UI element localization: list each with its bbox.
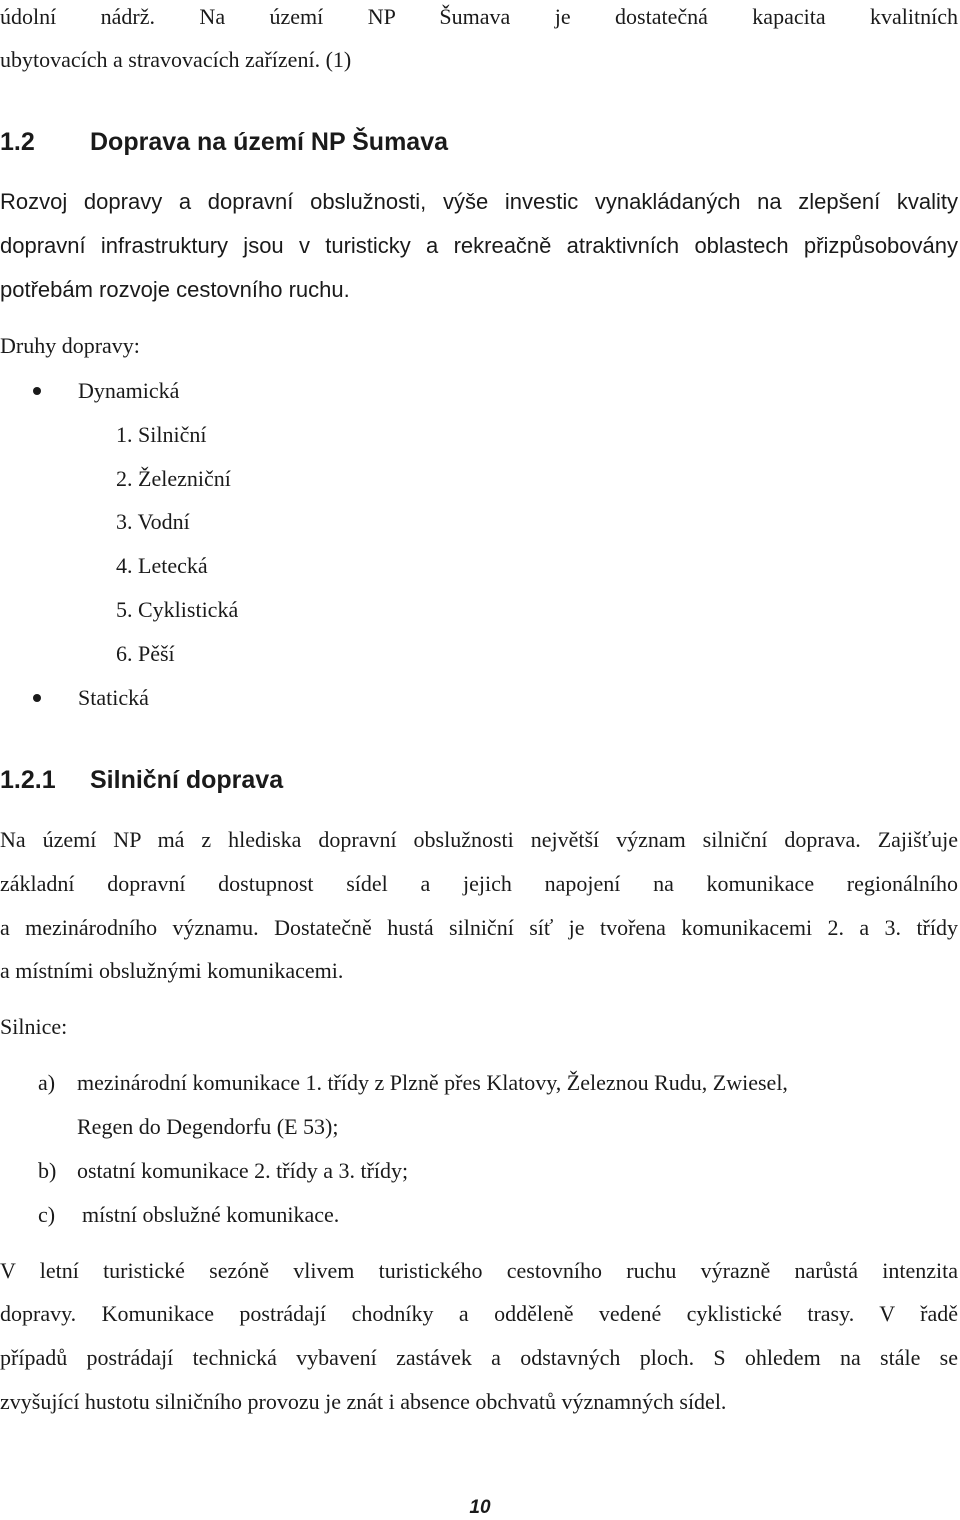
list-item: 1. Silniční [116,422,207,447]
list-marker: b) [38,1158,57,1183]
paragraph-line: a mezinárodního významu. Dostatečně hustá silniční síť je tvořena komunikacemi 2. a 3. třídy [0,915,958,940]
transport-types-label: Druhy dopravy: [0,333,140,358]
intro-line-1: údolní nádrž. Na území NP Šumava je dostatečná kapacita kvalitních [0,4,958,29]
paragraph-line: zvyšující hustotu silničního provozu je znát i absence obchvatů významných sídel. [0,1389,727,1414]
road-item-b: ostatní komunikace 2. třídy a 3. třídy; [77,1158,409,1183]
paragraph-line: dopravní infrastruktury jsou v turisticky a rekreačně atraktivních oblastech přizpůsobovány [0,233,958,258]
bullet-icon [33,387,41,395]
paragraph-line: potřebám rozvoje cestovního ruchu. [0,277,350,302]
page-number: 10 [469,1497,491,1518]
section-title: Doprava na území NP Šumava [90,128,449,156]
list-item: 5. Cyklistická [116,597,239,622]
list-item: 6. Pěší [116,641,175,666]
list-item-dynamic: Dynamická [78,378,180,403]
section-number: 1.2 [0,128,35,156]
road-item-a: mezinárodní komunikace 1. třídy z Plzně přes Klatovy, Železnou Rudu, Zwiesel, [77,1070,788,1095]
list-marker: c) [38,1202,56,1227]
paragraph-line: V letní turistické sezóně vlivem turistického cestovního ruchu výrazně narůstá intenzita [0,1258,958,1283]
list-item: 4. Letecká [116,553,208,578]
section-title: Silniční doprava [90,766,284,794]
list-item: 3. Vodní [116,509,190,534]
paragraph-line: Rozvoj dopravy a dopravní obslužnosti, výše investic vynakládaných na zlepšení kvality [0,189,958,214]
bullet-icon [33,694,41,702]
paragraph-line: případů postrádají technická vybavení zastávek a odstavných ploch. S ohledem na stále se [0,1345,958,1370]
list-item-static: Statická [78,685,149,710]
paragraph-line: dopravy. Komunikace postrádají chodníky a odděleně vedené cyklistické trasy. V řadě [0,1301,958,1326]
paragraph-line: Na území NP má z hlediska dopravní obslužnosti největší význam silniční doprava. Zajišťuje [0,827,958,852]
roads-label: Silnice: [0,1014,68,1039]
section-heading-1-2-1 [0,764,283,796]
road-item-c: místní obslužné komunikace. [82,1202,340,1227]
list-marker: a) [38,1070,56,1095]
intro-line-2: ubytovacích a stravovacích zařízení. (1) [0,47,352,72]
road-item-a-continuation: Regen do Degendorfu (E 53); [77,1114,339,1139]
section-heading-1-2 [0,126,448,158]
list-item: 2. Železniční [116,466,231,491]
section-number: 1.2.1 [0,766,56,794]
paragraph-line: a místními obslužnými komunikacemi. [0,958,344,983]
paragraph-line: základní dopravní dostupnost sídel a jejich napojení na komunikace regionálního [0,871,958,896]
